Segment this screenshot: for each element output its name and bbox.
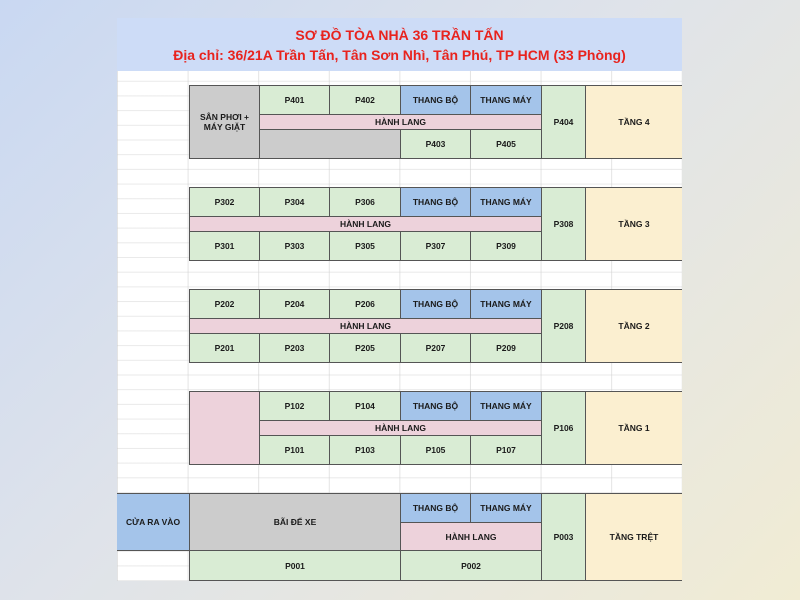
room-p208: P208 (541, 289, 586, 363)
page-header (117, 18, 682, 71)
floor-4-label: TẦNG 4 (585, 85, 682, 159)
hallway-2: HÀNH LANG (189, 318, 542, 334)
room-p002: P002 (400, 550, 542, 581)
stairs-1: THANG BỘ (400, 391, 471, 421)
elevator-3: THANG MÁY (470, 187, 542, 217)
room-p402: P402 (329, 85, 401, 115)
room-p401: P401 (259, 85, 330, 115)
room-p301: P301 (189, 231, 260, 261)
entrance: CỬA RA VÀO (117, 493, 190, 551)
room-p103: P103 (329, 435, 401, 465)
room-p105: P105 (400, 435, 471, 465)
room-p303: P303 (259, 231, 330, 261)
room-p107: P107 (470, 435, 542, 465)
room-p302: P302 (189, 187, 260, 217)
room-p003: P003 (541, 493, 586, 581)
room-p204: P204 (259, 289, 330, 319)
elevator-2: THANG MÁY (470, 289, 542, 319)
hallway-3: HÀNH LANG (189, 216, 542, 232)
room-p403: P403 (400, 129, 471, 159)
hallway-4: HÀNH LANG (259, 114, 542, 130)
floor-1-pink-area (189, 391, 260, 465)
room-p306: P306 (329, 187, 401, 217)
floor-1-label: TẦNG 1 (585, 391, 682, 465)
room-p304: P304 (259, 187, 330, 217)
room-p307: P307 (400, 231, 471, 261)
floor-4-unused-area (259, 129, 401, 159)
room-p206: P206 (329, 289, 401, 319)
elevator-ground: THANG MÁY (470, 493, 542, 523)
stairs-3: THANG BỘ (400, 187, 471, 217)
ground-floor-label: TẦNG TRỆT (585, 493, 682, 581)
room-p102: P102 (259, 391, 330, 421)
room-p101: P101 (259, 435, 330, 465)
floor-3-label: TẦNG 3 (585, 187, 682, 261)
room-p309: P309 (470, 231, 542, 261)
room-p308: P308 (541, 187, 586, 261)
room-p104: P104 (329, 391, 401, 421)
room-p001: P001 (189, 550, 401, 581)
elevator-1: THANG MÁY (470, 391, 542, 421)
stairs-4: THANG BỘ (400, 85, 471, 115)
room-p209: P209 (470, 333, 542, 363)
room-p201: P201 (189, 333, 260, 363)
hallway-ground: HÀNH LANG (400, 522, 542, 551)
page-address: Địa chỉ: 36/21A Trần Tấn, Tân Sơn Nhì, Tân Phú, TP HCM (33 Phòng) (173, 47, 626, 63)
floor-2-label: TẦNG 2 (585, 289, 682, 363)
stairs-2: THANG BỘ (400, 289, 471, 319)
elevator-4: THANG MÁY (470, 85, 542, 115)
room-p404: P404 (541, 85, 586, 159)
room-p205: P205 (329, 333, 401, 363)
room-p405: P405 (470, 129, 542, 159)
room-p305: P305 (329, 231, 401, 261)
room-p106: P106 (541, 391, 586, 465)
parking-lot: BÃI ĐỂ XE (189, 493, 401, 551)
room-p203: P203 (259, 333, 330, 363)
room-p207: P207 (400, 333, 471, 363)
hallway-1: HÀNH LANG (259, 420, 542, 436)
room-p202: P202 (189, 289, 260, 319)
page-title: SƠ ĐỒ TÒA NHÀ 36 TRẦN TẤN (295, 27, 504, 43)
stairs-ground: THANG BỘ (400, 493, 471, 523)
balcony-laundry: SÂN PHƠI + MÁY GIẶT (189, 85, 260, 159)
